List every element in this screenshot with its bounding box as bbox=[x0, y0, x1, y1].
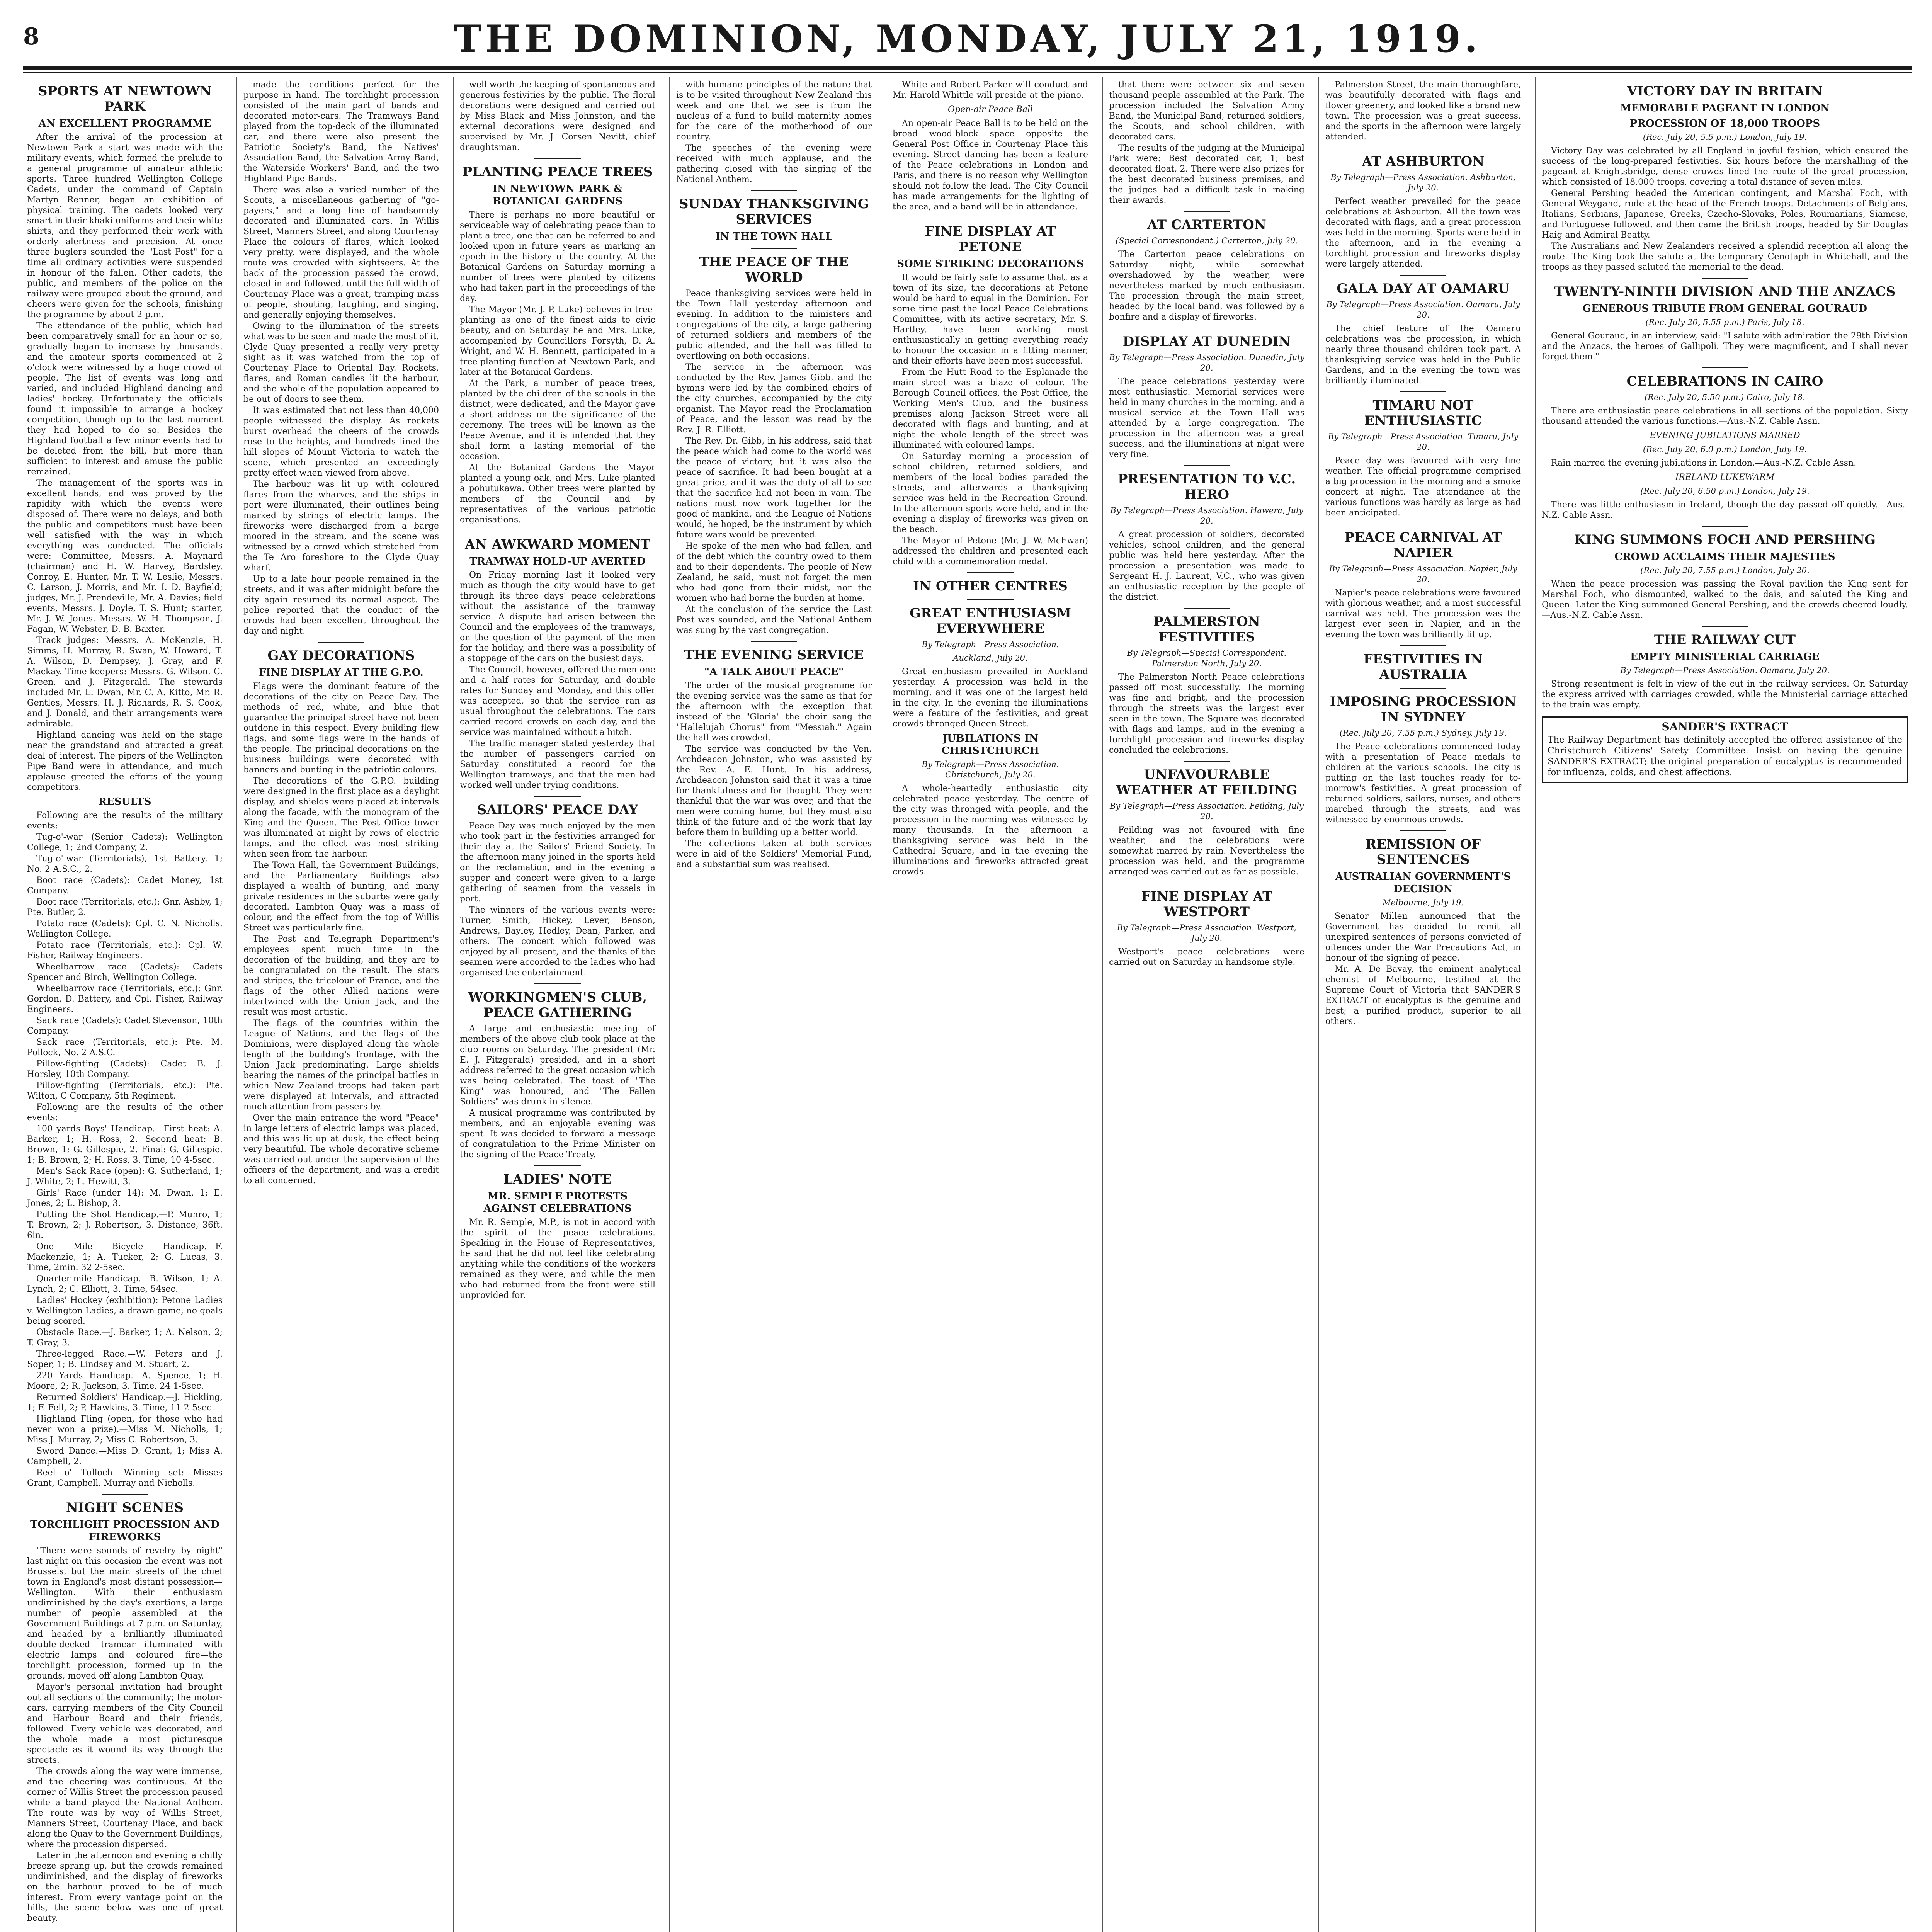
article-paragraph: Up to a late hour people remained in the streets, and it was after midnight before the city again resumed its normal aspect. The police reported that the conduct of the crowds had been excellent throughout the day and night. bbox=[243, 574, 439, 636]
article-headline: FINE DISPLAY AT PETONE bbox=[925, 224, 1056, 255]
article-paragraph: The flags of the countries within the League of Nations, and the flags of the Dominions, were displayed along the whole length of the building's frontage, with the Union Jack predominating. Large shields bearing the names of the principal battles in which New Zealand troops had taken part were displayed at intervals, and attracted much attention from passers-by. bbox=[243, 1019, 439, 1112]
article-paragraph: He spoke of the men who had fallen, and of the debt which the country owed to them and to their dependents. The people of New Zealand, he said, must not forget the men who had gone from their midst, nor the women who had borne the burden at home. bbox=[676, 541, 872, 603]
article-paragraph: Potato race (Territorials, etc.): Cpl. W. Fisher, Railway Engineers. bbox=[27, 940, 223, 961]
article-paragraph: A great procession of soldiers, decorated vehicles, school children, and the general public was held here yesterday. After the procession a presentation was made to Sergeant H. J. Laurent, V.C., who was given an enthusiastic reception by the people of the district. bbox=[1109, 530, 1304, 602]
article-paragraph: with humane principles of the nature that is to be visited throughout New Zealand this week and one that we see is from the nucleus of a fund to build maternity homes for the care of the motherhood of our country. bbox=[676, 80, 872, 142]
article-headline: THE RAILWAY CUT bbox=[1654, 632, 1796, 648]
dateline: By Telegraph—Press Association. Christchurch, July 20. bbox=[922, 760, 1059, 779]
section-rule bbox=[1702, 278, 1748, 279]
article-headline: IMPOSING PROCESSION IN SYDNEY bbox=[1330, 694, 1517, 725]
article-paragraph: There was little enthusiasm in Ireland, though the day passed off quietly.—Aus.-N.Z. Cable Assn. bbox=[1542, 500, 1908, 520]
article-paragraph: that there were between six and seven thousand people assembled at the Park. The procession included the Salvation Army Band, the Municipal Band, returned soldiers, the Scouts, and school children, with decorated cars. bbox=[1109, 80, 1304, 142]
article-paragraph: A whole-heartedly enthusiastic city celebrated peace yesterday. The centre of the city was thronged with people, and the procession in the morning was witnessed by many thousands. In the afternoon a thanksgiving service was held in the Cathedral Square, and in the evening the illuminations and fireworks attracted great crowds. bbox=[893, 784, 1088, 877]
article-paragraph: Highland Fling (open, for those who had never won a prize).—Miss M. Nicholls, 1; Miss J. Murray, 2; Miss C. Robertson, 3. bbox=[27, 1414, 223, 1445]
article-headline: NIGHT SCENES bbox=[66, 1500, 184, 1515]
article-headline: PRESENTATION TO V.C. HERO bbox=[1117, 471, 1296, 502]
section-rule bbox=[318, 642, 364, 643]
article-paragraph: The peace celebrations yesterday were most enthusiastic. Memorial services were held in many churches in the morning, and a musical service at the Town Hall was attended by a large congregation. The procession in the afternoon was a great success, and the illuminations at night were very fine. bbox=[1109, 377, 1304, 459]
article-paragraph: "There were sounds of revelry by night" last night on this occasion the event was not Brussels, but the main streets of the chief town in England's most distant possession—Wellington. With their enthusiasm undiminished by the day's exertions, a large number of people assembled at the Government Buildings at 7 p.m. on Saturday, and headed by a brilliantly illuminated double-decked tramcar—illuminated with electric lamps and coloured fire—the torchlight procession, formed up in the grounds, moved off along Lambton Quay. bbox=[27, 1546, 223, 1681]
article-subheading: AN EXCELLENT PROGRAMME bbox=[38, 118, 211, 129]
article-headline: IN OTHER CENTRES bbox=[913, 578, 1068, 594]
article-paragraph: When the peace procession was passing the Royal pavilion the King sent for Marshal Foch, who dismounted, walked to the dais, and saluted the King and Queen. Later the King summoned General Pershing, and the crowds cheered loudly.—Aus.-N.Z. Cable Assn. bbox=[1542, 579, 1908, 620]
article-paragraph: It was estimated that not less than 40,000 people witnessed the display. As rockets burst overhead the cheers of the crowds rose to the heights, and hundreds lined the hill slopes of Mount Victoria to watch the scene, which presented an exceedingly pretty effect when viewed from above. bbox=[243, 406, 439, 478]
dateline: Auckland, July 20. bbox=[953, 653, 1028, 663]
article-paragraph: The service in the afternoon was conducted by the Rev. James Gibb, and the hymns were led by the combined choirs of the city churches, accompanied by the city organist. The Mayor read the Proclamation of Peace, and the lesson was read by the Rev. J. R. Elliott. bbox=[676, 362, 872, 435]
article-paragraph: The Carterton peace celebrations on Saturday night, while somewhat overshadowed by the weather, were nevertheless marked by much enthusiasm. The procession through the main street, headed by the local band, was followed by a bonfire and a display of fireworks. bbox=[1109, 250, 1304, 322]
article-paragraph: Obstacle Race.—J. Barker, 1; A. Nelson, 2; T. Gray, 3. bbox=[27, 1328, 223, 1348]
section-rule bbox=[751, 190, 797, 191]
article-paragraph: Three-legged Race.—W. Peters and J. Soper, 1; B. Lindsay and M. Stuart, 2. bbox=[27, 1349, 223, 1369]
dateline: (Rec. July 20, 7.55 p.m.) Sydney, July 19. bbox=[1339, 728, 1507, 738]
article-headline: PALMERSTON FESTIVITIES bbox=[1153, 614, 1260, 645]
article-headline: THE EVENING SERVICE bbox=[684, 647, 864, 663]
dateline: By Telegraph—Press Association. Dunedin, July 20. bbox=[1109, 353, 1304, 372]
page-number: 8 bbox=[23, 23, 39, 50]
article-headline: AT ASHBURTON bbox=[1362, 154, 1485, 169]
article-paragraph: The order of the musical programme for the evening service was the same as that for the afternoon with the exception that instead of the "Gloria" the choir sang the "Hallelujah Chorus" from "Messiah." Again the hall was crowded. bbox=[676, 681, 872, 743]
article-paragraph: Sword Dance.—Miss D. Grant, 1; Miss A. Campbell, 2. bbox=[27, 1446, 223, 1466]
article-paragraph: Great enthusiasm prevailed in Auckland yesterday. A procession was held in the morning, and it was one of the largest held in the city. In the evening the illuminations were a feature of the festivities, and great crowds thronged Queen Street. bbox=[893, 667, 1088, 729]
article-subheading: EMPTY MINISTERIAL CARRIAGE bbox=[1630, 651, 1820, 663]
section-rule bbox=[1400, 645, 1446, 646]
article-paragraph: On Saturday morning a procession of school children, returned soldiers, and members of the local bodies paraded the streets, and afterwards a thanksgiving service was held in the Recreation Ground. In the afternoon sports were held, and in the evening a display of fireworks was given on the beach. bbox=[893, 452, 1088, 534]
article-subheading: Open-air Peace Ball bbox=[947, 105, 1033, 114]
article-headline: TIMARU NOT ENTHUSIASTIC bbox=[1364, 398, 1482, 429]
article-paragraph: Pillow-fighting (Cadets): Cadet B. J. Horsley, 10th Company. bbox=[27, 1059, 223, 1079]
column-6 bbox=[1105, 77, 1308, 1932]
dateline: (Rec. July 20, 5.50 p.m.) Cairo, July 18. bbox=[1645, 393, 1805, 402]
article-paragraph: Potato race (Cadets): Cpl. C. N. Nicholls, Wellington College. bbox=[27, 919, 223, 939]
article-paragraph: After the arrival of the procession at Newtown Park a start was made with the military events, which formed the prelude to a general programme of amateur athletic sports. Three hundred Wellington College Cadets, under the command of Captain Martyn Renner, began an exhibition of physical training. The cadets looked very smart in their khaki uniforms and their white shirts, and they performed their work with orderly alertness and precision. At once three buglers sounded the "Last Post" for a time all ordinary activities were suspended in honour of the fallen. Other cadets, the public, and members of the police on the railway were grouped about the ground, and cheers were given for the schools, finishing the programme by about 2 p.m. bbox=[27, 133, 223, 320]
article-paragraph: Boot race (Territorials, etc.): Gnr. Ashby, 1; Pte. Butler, 2. bbox=[27, 897, 223, 917]
article-paragraph: Putting the Shot Handicap.—P. Munro, 1; T. Brown, 2; J. Robertson, 3. Distance, 36ft. 6in. bbox=[27, 1210, 223, 1240]
section-rule bbox=[1702, 626, 1748, 627]
article-paragraph: Sack race (Cadets): Cadet Stevenson, 10th Company. bbox=[27, 1016, 223, 1036]
article-paragraph: Track judges: Messrs. A. McKenzie, H. Simms, H. Murray, R. Swan, W. Howard, T. A. Wilson, D. Dempsey, J. Gray, and F. Mackay. Time-keepers: Messrs. G. Wilson, C. Green, and J. Fitzgerald. The stewards included Mr. L. Dwan, Mr. C. A. Kitto, Mr. R. Gentles, Messrs. H. J. Richards, R. S. Cook, and J. Donald, and their arrangements were admirable. bbox=[27, 636, 223, 729]
article-paragraph: Later in the afternoon and evening a chilly breeze sprang up, but the crowds remained undiminished, and the display of fireworks on the harbour proved to be of much interest. From every vantage point on the hills, the scene below was one of great beauty. bbox=[27, 1851, 223, 1923]
article-paragraph: made the conditions perfect for the purpose in hand. The torchlight procession consisted of the main part of bands and decorated motor-cars. The Tramways Band played from the top-deck of the illuminated car, and there were also present the Patriotic Society's Band, the Natives' Association Band, the Salvation Army Band, the Waterside Workers' Band, and the two Highland Pipe Bands. bbox=[243, 80, 439, 184]
dateline: By Telegraph—Press Association. Hawera, July 20. bbox=[1110, 506, 1303, 526]
article-paragraph: Peace day was favoured with very fine weather. The official programme comprised a big procession in the morning and a smoke concert at night. The attendance at the various functions was hardly as large as had been anticipated. bbox=[1325, 456, 1521, 518]
section-rule bbox=[1702, 367, 1748, 368]
article-paragraph: The Rev. Dr. Gibb, in his address, said that the peace which had come to the world was the peace of victory, but it was also the peace of sacrifice. It had been bought at a great price, and it was the duty of all to see that the sacrifice had not been in vain. The nations must now work together for the good of mankind, and the League of Nations would, he hoped, be the instrument by which future wars would be prevented. bbox=[676, 436, 872, 540]
article-paragraph: 220 Yards Handicap.—A. Spence, 1; H. Moore, 2; R. Jackson, 3. Time, 24 1-5sec. bbox=[27, 1371, 223, 1391]
article-paragraph: At the Park, a number of peace trees, planted by the children of the schools in the district, were dedicated, and the Mayor gave a short address on the significance of the ceremony. The trees will be known as the Peace Avenue, and it is intended that they shall form a lasting memorial of the occasion. bbox=[460, 379, 655, 461]
column-4 bbox=[672, 77, 876, 1932]
article-paragraph: Over the main entrance the word "Peace" in large letters of electric lamps was placed, and this was lit up at dusk, the effect being very beautiful. The whole decorative scheme was carried out under the supervision of the officers of the department, and was a credit to all concerned. bbox=[243, 1113, 439, 1185]
article-paragraph: The Australians and New Zealanders received a splendid reception all along the route. The King took the salute at the temporary Cenotaph in Whitehall, and the troops as they passed saluted the memorial to the dead. bbox=[1542, 242, 1908, 272]
section-rule bbox=[751, 248, 797, 249]
section-rule bbox=[534, 983, 581, 984]
section-rule bbox=[102, 1494, 148, 1495]
column-rule bbox=[453, 77, 454, 1932]
article-subheading: TORCHLIGHT PROCESSION AND FIREWORKS bbox=[30, 1519, 219, 1543]
article-paragraph: From the Hutt Road to the Esplanade the main street was a blaze of colour. The Borough Council offices, the Post Office, the Working Men's Club, and the business premises along Jackson Street were all decorated with flags and bunting, and at night the whole length of the street was illuminated with coloured lamps. bbox=[893, 367, 1088, 450]
article-paragraph: At the Botanical Gardens the Mayor planted a young oak, and Mrs. Luke planted a pohutukawa. Other trees were planted by members of the Council and by representatives of the various patriotic organisations. bbox=[460, 463, 655, 525]
article-paragraph: At the conclusion of the service the Last Post was sounded, and the National Anthem was sung by the vast congregation. bbox=[676, 605, 872, 635]
article-paragraph: Mr. R. Semple, M.P., is not in accord with the spirit of the peace celebrations. Speaking in the House of Representatives, he said that he did not feel like celebrating anything while the conditions of the workers remained as they were, and while the men who had returned from the front were still unprovided for. bbox=[460, 1218, 655, 1300]
column-rule bbox=[1318, 77, 1319, 1932]
advertisement-text: The Railway Department has definitely accepted the offered assistance of the Christchurch Citizens' Safety Committee. Insist on having the genuine SANDER'S EXTRACT; the original preparation of eucalyptus is recommended for influenza, colds, and chest affections. bbox=[1548, 735, 1902, 777]
column-rule bbox=[1102, 77, 1103, 1932]
article-paragraph: Men's Sack Race (open): G. Sutherland, 1; J. White, 2; L. Hewitt, 3. bbox=[27, 1167, 223, 1187]
article-paragraph: There are enthusiastic peace celebrations in all sections of the population. Sixty thousand attended the various functions.—Aus.-N.Z. Cable Assn. bbox=[1542, 406, 1908, 426]
article-paragraph: The Peace celebrations commenced today with a presentation of Peace medals to children at the various schools. The city is putting on the last touches ready for to-morrow's festivities. A great procession of returned soldiers, sailors, nurses, and others marched through the streets, and was witnessed by enormous crowds. bbox=[1325, 742, 1521, 825]
article-headline: CELEBRATIONS IN CAIRO bbox=[1626, 374, 1823, 389]
article-paragraph: The decorations of the G.P.O. building were designed in the first place as a daylight display, and shields were placed at intervals along the facade, with the monogram of the King and the Queen. The Post Office tower was illuminated at night by rows of electric lamps, and the effect was most striking when seen from the harbour. bbox=[243, 776, 439, 859]
section-rule bbox=[1184, 465, 1230, 466]
article-headline: FINE DISPLAY AT WESTPORT bbox=[1141, 889, 1272, 920]
article-paragraph: Perfect weather prevailed for the peace celebrations at Ashburton. All the town was decorated with flags, and a great procession was held in the morning. Sports were held in the afternoon, and in the evening a torchlight procession and fireworks display were largely attended. bbox=[1325, 197, 1521, 269]
article-paragraph: Following are the results of the other events: bbox=[27, 1102, 223, 1122]
article-headline: SPORTS AT NEWTOWN PARK bbox=[37, 83, 212, 114]
article-paragraph: The collections taken at both services were in aid of the Soldiers' Memorial Fund, and a substantial sum was realised. bbox=[676, 839, 872, 869]
dateline: Melbourne, July 19. bbox=[1382, 898, 1464, 907]
column-1 bbox=[23, 77, 226, 1932]
column-3 bbox=[456, 77, 659, 1932]
article-subheading: "A TALK ABOUT PEACE" bbox=[704, 666, 844, 678]
article-headline: KING SUMMONS FOCH AND PERSHING bbox=[1574, 532, 1876, 548]
article-paragraph: Feilding was not favoured with fine weather, and the celebrations were somewhat marred by rain. Nevertheless the procession was held, and the programme arranged was carried out as far as possible. bbox=[1109, 825, 1304, 877]
section-rule bbox=[1400, 391, 1446, 392]
article-headline: THE PEACE OF THE WORLD bbox=[699, 254, 849, 285]
article-headline: VICTORY DAY IN BRITAIN bbox=[1627, 83, 1823, 99]
article-paragraph: One Mile Bicycle Handicap.—F. Mackenzie, 1; A. Tucker, 2; G. Lucas, 3. Time, 2min. 32 2-5sec. bbox=[27, 1242, 223, 1272]
article-paragraph: The Town Hall, the Government Buildings, and the Parliamentary Buildings also displayed a wealth of bunting, and many private residences in the suburbs were gaily decorated. Lambton Quay was a mass of colour, and the effect from the top of Willis Street was particularly fine. bbox=[243, 861, 439, 933]
article-paragraph: There was also a varied number of the Scouts, a miscellaneous gathering of "go-payers," and a long line of handsomely decorated and illuminated cars. In Willis Street, Manners Street, and along Courtenay Place the colours of flares, which looked very pretty, were displayed, and the whole route was crowded with sightseers. At the back of the procession passed the crowd, closed in and followed, until the full width of Courtenay Place was a great, tramping mass of people, shouting, laughing, and singing, and generally enjoying themselves. bbox=[243, 185, 439, 320]
column-5 bbox=[889, 77, 1092, 1932]
article-paragraph: Sack race (Territorials, etc.): Pte. M. Pollock, No. 2 A.S.C. bbox=[27, 1037, 223, 1058]
article-paragraph: The service was conducted by the Ven. Archdeacon Johnston, who was assisted by the Rev. A. E. Hunt. In his address, Archdeacon Johnston said that it was a time for thankfulness and for thought. They were thankful that the war was over, and that the men were coming home, but they must also think of the future and of the work that lay before them in building up a better world. bbox=[676, 744, 872, 837]
article-subheading: AUSTRALIAN GOVERNMENT'S DECISION bbox=[1335, 871, 1511, 895]
article-paragraph: Reel o' Tulloch.—Winning set: Misses Grant, Campbell, Murray and Nicholls. bbox=[27, 1468, 223, 1488]
article-paragraph: Mayor's personal invitation had brought out all sections of the community; the motor-cars, carrying members of the City Council and Harbour Board and their friends, followed. Every vehicle was decorated, and the whole made a most picturesque spectacle as it wound its way through the streets. bbox=[27, 1682, 223, 1765]
article-paragraph: It would be fairly safe to assume that, as a town of its size, the decorations at Petone would be hard to equal in the Dominion. For some time past the local Peace Celebrations Committee, with its active secretary, Mr. S. Hartley, have been working most enthusiastically in getting everything ready to honour the occasion in a fitting manner, and their efforts have been most successful. bbox=[893, 273, 1088, 366]
dateline: (Rec. July 20, 7.55 p.m.) London, July 20. bbox=[1640, 566, 1810, 575]
article-subheading: EVENING JUBILATIONS MARRED bbox=[1650, 431, 1800, 440]
article-paragraph: Peace thanksgiving services were held in the Town Hall yesterday afternoon and evening. In addition to the ministers and congregations of the city, a large gathering of returned soldiers and members of the public attended, and the hall was filled to overflowing on both occasions. bbox=[676, 289, 872, 361]
article-paragraph: Returned Soldiers' Handicap.—J. Hickling, 1; F. Fell, 2; P. Hawkins, 3. Time, 11 2-5sec. bbox=[27, 1393, 223, 1413]
section-rule bbox=[534, 796, 581, 797]
article-paragraph: On Friday morning last it looked very much as though the city would have to get through its three days' peace celebrations without the assistance of the tramway service. A dispute had arisen between the Council and the employees of the tramways, on the question of the payment of the men for the holiday, and there was a possibility of a stoppage of the cars on the busiest days. bbox=[460, 570, 655, 663]
article-headline: REMISSION OF SENTENCES bbox=[1365, 837, 1481, 867]
article-paragraph: A musical programme was contributed by members, and an enjoyable evening was spent. It was decided to forward a message of congratulation to the Prime Minister on the signing of the Peace Treaty. bbox=[460, 1108, 655, 1160]
masthead-rule bbox=[23, 66, 1912, 70]
section-rule bbox=[1400, 830, 1446, 831]
section-rule bbox=[1400, 275, 1446, 276]
advertisement-title: SANDER'S EXTRACT bbox=[1662, 720, 1788, 733]
dateline: By Telegraph—Press Association. Oamaru, July 20. bbox=[1326, 300, 1520, 320]
article-paragraph: General Gouraud, in an interview, said: "I salute with admiration the 29th Division and the Anzacs, the heroes of Gallipoli. They were magnificent, and I shall never forget them." bbox=[1542, 331, 1908, 362]
article-paragraph: Wheelbarrow race (Cadets): Cadets Spencer and Birch, Wellington College. bbox=[27, 962, 223, 982]
column-rule bbox=[1535, 77, 1536, 1932]
section-rule bbox=[751, 641, 797, 642]
dateline: (Rec. July 20, 5.5 p.m.) London, July 19. bbox=[1643, 133, 1807, 142]
article-paragraph: The harbour was lit up with coloured flares from the wharves, and the ships in port were illuminated, their outlines being marked by strings of electric lamps. The fireworks were discharged from a barge moored in the stream, and the scene was witnessed by a crowd which stretched from the Te Aro foreshore to the Clyde Quay wharf. bbox=[243, 480, 439, 573]
section-rule bbox=[1400, 688, 1446, 689]
article-paragraph: well worth the keeping of spontaneous and generous festivities by the public. The floral decorations were designed and carried out by Miss Black and Miss Johnston, and the external decorations were designed and supervised by Mr. J. Corsen Nevitt, chief draughtsman. bbox=[460, 80, 655, 152]
section-rule bbox=[1184, 211, 1230, 212]
dateline: By Telegraph—Special Correspondent. Palmerston North, July 20. bbox=[1127, 648, 1287, 668]
article-paragraph: General Pershing headed the American contingent, and Marshal Foch, with General Weygand, rode at the head of the French troops. Detachments of Belgians, Italians, Serbians, Japanese, Greeks, Czecho-Slovaks, Poles, Roumanians, Siamese, and Portuguese followed, and then came the British troops, headed by Sir Douglas Haig and Admiral Beatty. bbox=[1542, 189, 1908, 240]
article-paragraph: Ladies' Hockey (exhibition): Petone Ladies v. Wellington Ladies, a drawn game, no goals being scored. bbox=[27, 1296, 223, 1326]
article-paragraph: The results of the judging at the Municipal Park were: Best decorated car, 1; best decorated float, 2. There were also prizes for the best decorated business premises, and the judges had a difficult task in making their awards. bbox=[1109, 143, 1304, 205]
article-paragraph: The Post and Telegraph Department's employees spent much time in the decoration of the building, and they are to be congratulated on the result. The stars and stripes, the tricolour of France, and the flags of the other Allied nations were intertwined with the Union Jack, and the result was most artistic. bbox=[243, 934, 439, 1017]
dateline: By Telegraph—Press Association. Westport, July 20. bbox=[1117, 923, 1297, 943]
article-paragraph: Quarter-mile Handicap.—B. Wilson, 1; A. Lynch, 2; C. Elliott, 3. Time, 54sec. bbox=[27, 1274, 223, 1294]
article-headline: TWENTY-NINTH DIVISION AND THE ANZACS bbox=[1554, 284, 1896, 299]
article-subheading: PROCESSION OF 18,000 TROOPS bbox=[1629, 118, 1820, 129]
article-paragraph: Victory Day was celebrated by all England in joyful fashion, which ensured the success of the long-prepared festivities. Six hours before the marshalling of the pageant at Knightsbridge, dense crowds lined the route of the great procession, which consisted of 18,000 troops, covering a total distance of seven miles. bbox=[1542, 146, 1908, 187]
section-rule bbox=[1702, 526, 1748, 527]
article-paragraph: There is perhaps no more beautiful or serviceable way of celebrating peace than to plant a tree, one that can be referred to and looked upon in future years as marking an epoch in the history of the country. At the Botanical Gardens on Saturday morning a number of trees were planted by citizens who had taken part in the proceedings of the day. bbox=[460, 210, 655, 303]
article-headline: PEACE CARNIVAL AT NAPIER bbox=[1344, 530, 1502, 561]
article-paragraph: Peace Day was much enjoyed by the men who took part in the festivities arranged for their day at the Sailors' Friend Society. In the afternoon many joined in the sports held on the reclamation, and in the evening a supper and concert were given to a large gathering of seamen from the vessels in port. bbox=[460, 821, 655, 904]
dateline: (Rec. July 20, 6.50 p.m.) London, July 19. bbox=[1640, 486, 1810, 496]
article-paragraph: Rain marred the evening jubilations in London.—Aus.-N.Z. Cable Assn. bbox=[1551, 458, 1857, 468]
article-subheading: FINE DISPLAY AT THE G.P.O. bbox=[259, 667, 423, 679]
article-subheading: GENEROUS TRIBUTE FROM GENERAL GOURAUD bbox=[1582, 303, 1867, 315]
article-subheading: SOME STRIKING DECORATIONS bbox=[897, 258, 1084, 270]
masthead-rule-thin bbox=[23, 72, 1912, 73]
article-paragraph: Highland dancing was held on the stage near the grandstand and attracted a great deal of interest. The pipers of the Wellington Pipe Band were in attendance, and much applause greeted the efforts of the young competitors. bbox=[27, 730, 223, 792]
article-paragraph: Senator Millen announced that the Government has decided to remit all unexpired sentences of persons convicted of offences under the War Precautions Act, in honour of the signing of peace. bbox=[1325, 912, 1521, 963]
article-paragraph: Palmerston Street, the main thoroughfare, was beautifully decorated with flags and flower greenery, and looked like a brand new town. The procession was a great success, and the sports in the afternoon were largely attended. bbox=[1325, 80, 1521, 142]
article-headline: PLANTING PEACE TREES bbox=[462, 164, 653, 180]
column-2 bbox=[240, 77, 443, 1932]
article-paragraph: The management of the sports was in excellent hands, and was proved by the rapidity with which the events were disposed of. There were no delays, and both the public and competitors must have been well satisfied with the way in which everything was conducted. The officials were: Committee, Messrs. A. Maynard (chairman) and H. W. Harvey, Bardsley, Conroy, E. Hunter, Mr. T. W. Leslie, Messrs. C. Larson, J. Morris, and Mr. I. D. Bayfield; judges, Mr. J. Prendeville, Mr. A. Davies; field events, Messrs. J. Doyle, T. S. Hunt; starter, Mr. J. W. Jones, Messrs. W. H. Thompson, J. Fagan, W. Webster, D. B. Baxter. bbox=[27, 478, 223, 634]
masthead bbox=[23, 15, 1912, 66]
column-rule bbox=[236, 77, 237, 1932]
article-paragraph: A large and enthusiastic meeting of members of the above club took place at the club rooms on Saturday. The president (Mr. E. J. Fitzgerald) presided, and in a short address referred to the great occasion which was being celebrated. The toast of "The King" was honoured, and "The Fallen Soldiers" was drunk in silence. bbox=[460, 1024, 655, 1107]
article-paragraph: Tug-o'-war (Territorials), 1st Battery, 1; No. 2 A.S.C., 2. bbox=[27, 854, 223, 874]
article-headline: GAY DECORATIONS bbox=[267, 648, 415, 663]
section-rule bbox=[534, 1165, 581, 1166]
article-paragraph: The Mayor of Petone (Mr. J. W. McEwan) addressed the children and presented each child with a commemoration medal. bbox=[893, 536, 1088, 566]
section-rule bbox=[967, 572, 1014, 573]
section-rule bbox=[967, 599, 1014, 600]
article-paragraph: The winners of the various events were: Turner, Smith, Hickey, Lever, Benson, Andrews, Bayley, Hedley, Dean, Parker, and others. The concert which followed was enjoyed by all present, and the thanks of the seamen were accorded to the ladies who had organised the entertainment. bbox=[460, 905, 655, 978]
section-rule bbox=[1184, 761, 1230, 762]
article-paragraph: White and Robert Parker will conduct and Mr. Harold Whittle will preside at the piano. bbox=[893, 80, 1088, 100]
article-paragraph: Wheelbarrow race (Territorials, etc.): Gnr. Gordon, D. Battery, and Cpl. Fisher, Railway Engineers. bbox=[27, 984, 223, 1014]
article-paragraph: Westport's peace celebrations were carried out on Saturday in handsome style. bbox=[1109, 947, 1304, 967]
article-headline: GREAT ENTHUSIASM EVERYWHERE bbox=[910, 605, 1071, 636]
article-headline: AN AWKWARD MOMENT bbox=[465, 537, 650, 552]
article-paragraph: The attendance of the public, which had been comparatively small for an hour or so, gradually began to increase by thousands, and the amateur sports commenced at 2 o'clock were witnessed by a huge crowd of people. The list of events was long and varied, and included Highland dancing and ladies' hockey. Unfortunately the officials found it impossible to arrange a hockey competition, though up to the last moment they had hoped to do so. Besides the Highland football a few minor events had to be deleted from the bill, but more than sufficient to interest and amuse the public remained. bbox=[27, 321, 223, 477]
article-paragraph: The Council, however, offered the men one and a half rates for Saturday, and double rates for Sunday and Monday, and this offer was accepted, so that the service ran as usual throughout the celebrations. The cars carried record crowds on each day, and the service was maintained without a hitch. bbox=[460, 665, 655, 737]
article-paragraph: The crowds along the way were immense, and the cheering was continuous. At the corner of Willis Street the procession paused while a band played the National Anthem. The route was by way of Willis Street, Manners Street, Courtenay Place, and back along the Quay to the Government Buildings, where the procession dispersed. bbox=[27, 1767, 223, 1849]
dateline: By Telegraph—Press Association. Timaru, July 20. bbox=[1328, 432, 1519, 452]
article-headline: GALA DAY AT OAMARU bbox=[1337, 281, 1510, 296]
article-headline: LADIES' NOTE bbox=[503, 1172, 612, 1187]
article-subheading: JUBILATIONS IN CHRISTCHURCH bbox=[942, 733, 1039, 757]
article-paragraph: The traffic manager stated yesterday that the number of passengers carried on Saturday constituted a record for the Wellington tramways, and that the men had worked well under trying conditions. bbox=[460, 739, 655, 790]
newspaper-title: THE DOMINION, MONDAY, JULY 21, 1919. bbox=[454, 17, 1481, 61]
article-paragraph: The speeches of the evening were received with much applause, and the gathering closed with the singing of the National Anthem. bbox=[676, 143, 872, 184]
article-subheading: IN NEWTOWN PARK & BOTANICAL GARDENS bbox=[492, 183, 623, 207]
article-headline: WORKINGMEN'S CLUB, PEACE GATHERING bbox=[468, 990, 647, 1020]
dateline: By Telegraph—Press Association. Napier, July 20. bbox=[1329, 564, 1517, 584]
article-paragraph: Pillow-fighting (Territorials, etc.): Pte. Wilton, C Company, 5th Regiment. bbox=[27, 1081, 223, 1101]
dateline: (Special Correspondent.) Carterton, July 20. bbox=[1116, 236, 1298, 245]
dateline: By Telegraph—Press Association. bbox=[922, 640, 1059, 649]
article-paragraph: Mr. A. De Bavay, the eminent analytical chemist of Melbourne, testified at the Supreme Court of Victoria that SANDER'S EXTRACT of eucalyptus is the genuine and best; a purified product, superior to all others. bbox=[1325, 964, 1521, 1026]
article-paragraph: Strong resentment is felt in view of the cut in the railway services. On Saturday the express arrived with carriages crowded, while the Ministerial carriage attached to the train was empty. bbox=[1542, 679, 1908, 710]
article-subheading: MEMORABLE PAGEANT IN LONDON bbox=[1620, 102, 1830, 114]
article-paragraph: Owing to the illumination of the streets what was to be seen and made the most of it. Clyde Quay presented a really very pretty sight as it was watched from the top of Courtenay Place to Oriental Bay. Rockets, flares, and Roman candles lit the harbour, and the whole of the population appeared to be out of doors to see them. bbox=[243, 321, 439, 404]
dateline: (Rec. July 20, 6.0 p.m.) London, July 19. bbox=[1643, 445, 1807, 454]
article-paragraph: Following are the results of the military events: bbox=[27, 811, 223, 831]
article-paragraph: An open-air Peace Ball is to be held on the broad wood-block space opposite the General Post Office in Courtenay Place this evening. Street dancing has been a feature of the Peace celebrations in London and Paris, and there is no reason why Wellington should not follow the lead. The City Council has made arrangements for the lighting of the area, and a band will be in attendance. bbox=[893, 119, 1088, 212]
column-rule bbox=[669, 77, 670, 1932]
article-subheading: IN THE TOWN HALL bbox=[715, 231, 833, 242]
article-subheading: CROWD ACCLAIMS THEIR MAJESTIES bbox=[1614, 551, 1835, 563]
article-paragraph: Napier's peace celebrations were favoured with glorious weather, and a most successful carnival was held. The procession was the largest ever seen in Napier, and in the evening the town was brilliantly lit up. bbox=[1325, 588, 1521, 639]
article-subheading: RESULTS bbox=[98, 796, 151, 808]
article-paragraph: Flags were the dominant feature of the decorations of the city on Peace Day. The methods of red, white, and blue that guarantee the principal street have not been outdone in this respect. Every building flew flags, and some flags were in the hands of the people. The principal decorations on the business buildings were decorated with banners and bunting in the patriotic colours. bbox=[243, 682, 439, 775]
article-headline: UNFAVOURABLE WEATHER AT FEILDING bbox=[1116, 767, 1298, 798]
article-paragraph: Boot race (Cadets): Cadet Money, 1st Company. bbox=[27, 876, 223, 896]
article-subheading: TRAMWAY HOLD-UP AVERTED bbox=[469, 556, 646, 567]
article-subheading: MR. SEMPLE PROTESTS AGAINST CELEBRATIONS bbox=[483, 1190, 632, 1214]
article-paragraph: The Palmerston North Peace celebrations passed off most successfully. The morning was fine and bright, and the procession through the streets was the largest ever seen in the town. The Square was decorated with flags and lamps, and in the evening a torchlight procession and fireworks display concluded the celebrations. bbox=[1109, 672, 1304, 755]
dateline: By Telegraph—Press Association. Oamaru, July 20. bbox=[1620, 666, 1830, 675]
advertisement bbox=[1542, 716, 1908, 783]
article-headline: DISPLAY AT DUNEDIN bbox=[1122, 334, 1291, 349]
article-headline: SAILORS' PEACE DAY bbox=[477, 802, 638, 818]
article-paragraph: 100 yards Boys' Handicap.—First heat: A. Barker, 1; H. Ross, 2. Second heat: B. Brown, 1; G. Gillespie, 2. Final: G. Gillespie, 1; B. Brown, 2; H. Ross, 3. Time, 10 4-5sec. bbox=[27, 1124, 223, 1165]
column-8 bbox=[1538, 77, 1912, 1932]
article-paragraph: The Mayor (Mr. J. P. Luke) believes in tree-planting as one of the finest aids to civic beauty, and on Saturday he and Mrs. Luke, accompanied by Councillors Forsyth, D. A. Wright, and W. H. Bennett, participated in a tree-planting function at Newtown Park, and later at the Botanical Gardens. bbox=[460, 305, 655, 377]
article-headline: AT CARTERTON bbox=[1147, 217, 1266, 233]
article-paragraph: Girls' Race (under 14): M. Dwan, 1; E. Jones, 2; L. Bishop, 3. bbox=[27, 1188, 223, 1208]
article-paragraph: The chief feature of the Oamaru celebrations was the procession, in which nearly three thousand children took part. A thanksgiving service was held in the Public Gardens, and in the evening the town was brilliantly illuminated. bbox=[1325, 324, 1521, 386]
article-headline: FESTIVITIES IN AUSTRALIA bbox=[1363, 651, 1483, 682]
dateline: By Telegraph—Press Association. Feilding, July 20. bbox=[1109, 801, 1304, 821]
section-rule bbox=[534, 158, 581, 159]
section-rule bbox=[1184, 608, 1230, 609]
article-paragraph: Tug-o'-war (Senior Cadets): Wellington College, 1; 2nd Company, 2. bbox=[27, 832, 223, 852]
article-subheading: IRELAND LUKEWARM bbox=[1675, 473, 1775, 482]
column-7 bbox=[1321, 77, 1525, 1932]
dateline: By Telegraph—Press Association. Ashburton, July 20. bbox=[1330, 173, 1516, 192]
dateline: (Rec. July 20, 5.55 p.m.) Paris, July 18. bbox=[1645, 318, 1804, 327]
article-headline: SUNDAY THANKSGIVING SERVICES bbox=[679, 196, 869, 227]
